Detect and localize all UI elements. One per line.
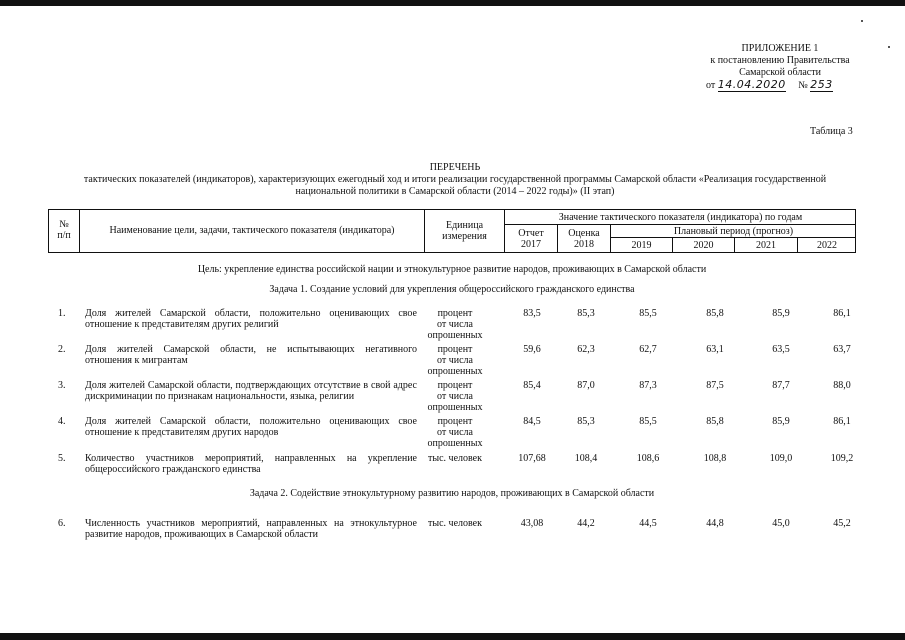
header-estimate: Оценка 2018 (568, 228, 600, 250)
unit-cell: процент от числа опрошенных (427, 380, 483, 413)
indicator-name: Количество участников мероприятий, направленных на укрепление общероссийского гражданского единства (85, 453, 417, 475)
value-2017: 85,4 (523, 380, 541, 391)
row-number: 6. (58, 518, 66, 529)
scan-edge-top (0, 0, 905, 6)
number-prefix: № (798, 80, 808, 91)
appendix-line-3: Самарской области (739, 67, 821, 78)
value-2021: 63,5 (772, 344, 790, 355)
value-2020: 85,8 (706, 308, 724, 319)
scan-edge-bottom (0, 633, 905, 640)
header-plan-period: Плановый период (прогноз) (673, 226, 794, 237)
value-2018: 44,2 (577, 518, 595, 529)
appendix-line-2: к постановлению Правительства (710, 55, 850, 66)
value-2022: 63,7 (833, 344, 851, 355)
header-values-title: Значение тактического показателя (индикатора) по годам (558, 212, 803, 223)
value-2017: 107,68 (518, 453, 546, 464)
goal-row: Цель: укрепление единства российской нации и этнокультурное развитие народов, проживающих в Самарской области (197, 264, 707, 275)
value-2022: 88,0 (833, 380, 851, 391)
unit-cell: тыс. человек (428, 453, 482, 464)
appendix-title: ПРИЛОЖЕНИЕ 1 (741, 43, 819, 54)
value-2018: 85,3 (577, 416, 595, 427)
header-name: Наименование цели, задачи, тактического показателя (индикатора) (109, 225, 395, 236)
task-2-row: Задача 2. Содействие этнокультурному развитию народов, проживающих в Самарской области (249, 488, 655, 499)
document-heading (40, 162, 870, 198)
row-number: 2. (58, 344, 66, 355)
value-2017: 43,08 (520, 518, 544, 529)
value-2022: 86,1 (833, 416, 851, 427)
value-2019: 85,5 (639, 308, 657, 319)
header-report: Отчет 2017 (518, 228, 544, 250)
date-prefix: от (706, 80, 716, 91)
indicator-name: Доля жителей Самарской области, подтверждающих отсутствие в свой адрес дискриминации по признакам национальности, языка, религии (85, 380, 417, 402)
value-2019: 85,5 (639, 416, 657, 427)
value-2020: 85,8 (706, 416, 724, 427)
value-2021: 85,9 (772, 308, 790, 319)
value-2018: 62,3 (577, 344, 595, 355)
header-year-2020: 2020 (693, 240, 714, 251)
header-year-2021: 2021 (756, 240, 776, 251)
heading-title: ПЕРЕЧЕНЬ (429, 162, 481, 173)
header-unit: Единица измерения (442, 220, 487, 242)
value-2019: 44,5 (639, 518, 657, 529)
value-2022: 86,1 (833, 308, 851, 319)
indicator-name: Численность участников мероприятий, направленных на этнокультурное развитие народов, проживающих в Самарской области (85, 518, 417, 540)
appendix-block (660, 43, 900, 92)
row-number: 5. (58, 453, 66, 464)
unit-cell: тыс. человек (428, 518, 482, 529)
value-2021: 45,0 (772, 518, 790, 529)
heading-subtitle-line-1: тактических показателей (индикаторов), характеризующих ежегодный ход и итоги реализации государственной программы Самарской области «Реализация государственной (83, 174, 827, 185)
indicator-name: Доля жителей Самарской области, не испытывающих негативного отношения к мигрантам (85, 344, 417, 366)
value-2019: 108,6 (636, 453, 660, 464)
value-2017: 84,5 (523, 416, 541, 427)
handwritten-number: 253 (810, 78, 833, 91)
value-2021: 109,0 (769, 453, 793, 464)
value-2021: 85,9 (772, 416, 790, 427)
scan-speck (861, 20, 863, 22)
value-2020: 108,8 (703, 453, 727, 464)
indicator-name: Доля жителей Самарской области, положительно оценивающих свое отношение к представителям других религий (85, 308, 417, 330)
indicator-name: Доля жителей Самарской области, положительно оценивающих свое отношение к представителям других народов (85, 416, 417, 438)
value-2018: 108,4 (574, 453, 598, 464)
row-number: 3. (58, 380, 66, 391)
value-2018: 87,0 (577, 380, 595, 391)
value-2020: 44,8 (706, 518, 724, 529)
unit-cell: процент от числа опрошенных (427, 416, 483, 449)
row-number: 4. (58, 416, 66, 427)
value-2017: 59,6 (523, 344, 541, 355)
heading-subtitle-line-2: национальной политики в Самарской области (2014 – 2022 годы)» (II этап) (295, 186, 615, 197)
value-2021: 87,7 (772, 380, 790, 391)
header-year-2022: 2022 (817, 240, 837, 251)
row-number: 1. (58, 308, 66, 319)
value-2017: 83,5 (523, 308, 541, 319)
value-2020: 63,1 (706, 344, 724, 355)
unit-cell: процент от числа опрошенных (427, 308, 483, 341)
value-2019: 87,3 (639, 380, 657, 391)
unit-cell: процент от числа опрошенных (427, 344, 483, 377)
table-label: Таблица 3 (810, 126, 853, 137)
handwritten-date: 14.04.2020 (717, 78, 786, 91)
value-2018: 85,3 (577, 308, 595, 319)
header-year-2019: 2019 (631, 240, 652, 251)
header-num: № п/п (57, 219, 71, 241)
appendix-date-line (660, 79, 900, 92)
value-2022: 109,2 (830, 453, 854, 464)
value-2019: 62,7 (639, 344, 657, 355)
table-header (48, 209, 856, 253)
value-2022: 45,2 (833, 518, 851, 529)
task-1-row: Задача 1. Создание условий для укрепления общероссийского гражданского единства (269, 284, 635, 295)
value-2020: 87,5 (706, 380, 724, 391)
